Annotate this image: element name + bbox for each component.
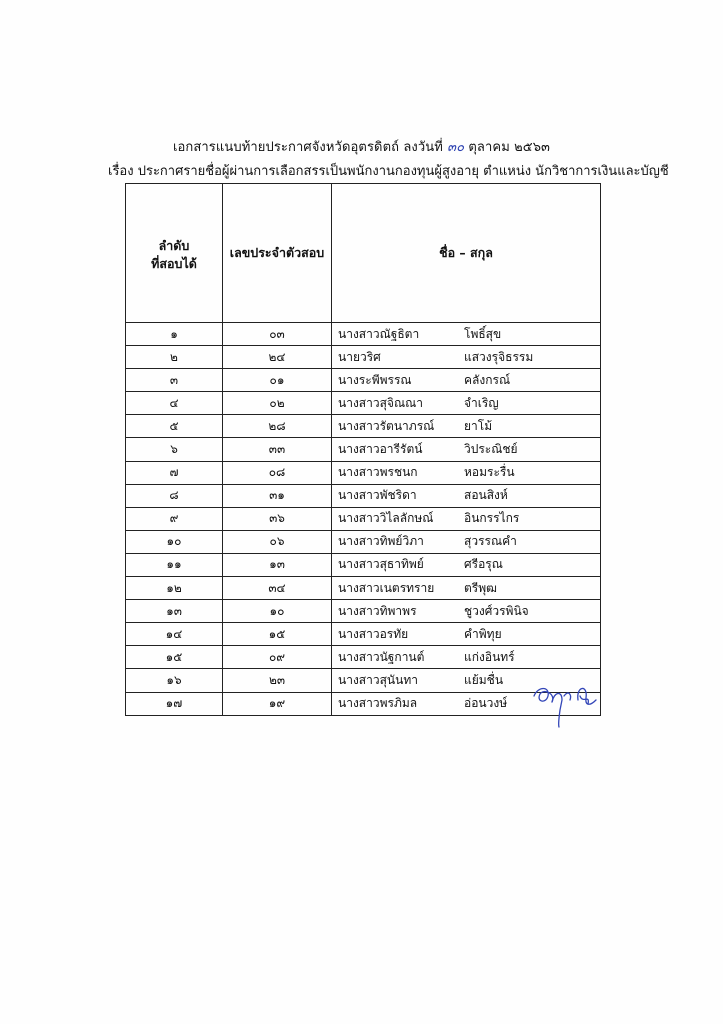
header-line1-prefix: เอกสารแนบท้ายประกาศจังหวัดอุตรดิตถ์ ลงวันที่ xyxy=(172,140,443,155)
name-wrap xyxy=(332,532,600,551)
name-cell xyxy=(332,623,601,646)
exam-id-cell: ๓๔ xyxy=(223,577,332,600)
name-cell xyxy=(332,392,601,415)
name-wrap xyxy=(332,463,600,482)
rank-cell: ๖ xyxy=(126,438,223,461)
rank-cell: ๑๐ xyxy=(126,530,223,553)
last-name: วิประณิชย์ xyxy=(464,442,518,457)
first-name: นางสาวพัชริดา xyxy=(338,488,417,503)
name-wrap xyxy=(332,579,600,598)
table-row xyxy=(126,346,601,369)
document-header-line1 xyxy=(0,136,723,157)
table-row xyxy=(126,530,601,553)
exam-id-cell: ๑๕ xyxy=(223,623,332,646)
table-row xyxy=(126,369,601,392)
name-wrap xyxy=(332,602,600,621)
exam-id-cell: ๓๑ xyxy=(223,484,332,507)
name-cell xyxy=(332,461,601,484)
col-rank-line1: ลำดับ xyxy=(158,238,190,253)
last-name: ยาโม้ xyxy=(464,418,493,433)
results-table xyxy=(125,183,601,716)
last-name: คลังกรณ์ xyxy=(464,372,511,387)
first-name: นางสาวทิพาพร xyxy=(338,603,417,618)
name-wrap xyxy=(332,348,600,367)
last-name: ตรีพุฒ xyxy=(464,580,497,595)
name-cell xyxy=(332,530,601,553)
handwritten-day: ๓๐ xyxy=(447,140,465,155)
name-wrap xyxy=(332,625,600,644)
table-header-row xyxy=(126,184,601,323)
exam-id-cell: ๑๙ xyxy=(223,692,332,715)
document-header-line2: เรื่อง ประกาศรายชื่อผู้ผ่านการเลือกสรรเป็นพนักงานกองทุนผู้สูงอายุ ตำแหน่ง นักวิชาการเงินและบัญชี xyxy=(108,164,669,179)
rank-cell: ๙ xyxy=(126,507,223,530)
name-wrap xyxy=(332,440,600,459)
rank-cell: ๔ xyxy=(126,392,223,415)
first-name: นางระพีพรรณ xyxy=(338,372,412,387)
exam-id-cell: ๓๖ xyxy=(223,507,332,530)
table-row xyxy=(126,438,601,461)
exam-id-cell: ๒๘ xyxy=(223,415,332,438)
name-cell xyxy=(332,646,601,669)
rank-cell: ๑๔ xyxy=(126,623,223,646)
table-row xyxy=(126,507,601,530)
name-cell xyxy=(332,553,601,576)
rank-cell: ๑๓ xyxy=(126,600,223,623)
signature-image xyxy=(528,680,600,728)
rank-cell: ๑๖ xyxy=(126,669,223,692)
col-name-header xyxy=(332,184,601,323)
name-cell xyxy=(332,415,601,438)
name-cell xyxy=(332,484,601,507)
rank-cell: ๗ xyxy=(126,461,223,484)
last-name: หอมระรื่น xyxy=(464,465,515,480)
last-name: สอนสิงห์ xyxy=(464,488,508,503)
name-cell xyxy=(332,369,601,392)
name-wrap xyxy=(332,417,600,436)
rank-cell: ๑๕ xyxy=(126,646,223,669)
first-name: นางสาวพรภิมล xyxy=(338,696,418,711)
table-row xyxy=(126,646,601,669)
table-row xyxy=(126,415,601,438)
table-row xyxy=(126,392,601,415)
name-cell xyxy=(332,577,601,600)
first-name: นางสาวสุจิณณา xyxy=(338,395,423,410)
first-name: นางสาวณัฐธิตา xyxy=(338,326,420,341)
table-row xyxy=(126,577,601,600)
first-name: นางสาวนัฐกานต์ xyxy=(338,649,425,664)
table-row xyxy=(126,461,601,484)
rank-cell: ๒ xyxy=(126,346,223,369)
exam-id-cell: ๐๑ xyxy=(223,369,332,392)
rank-cell: ๑ xyxy=(126,323,223,346)
last-name: โพธิ์สุข xyxy=(464,326,502,341)
col-rank-line2: ที่สอบได้ xyxy=(151,256,197,271)
name-wrap xyxy=(332,371,600,390)
rank-cell: ๑๑ xyxy=(126,553,223,576)
last-name: ชูวงศ์วรพินิจ xyxy=(464,603,529,618)
exam-id-cell: ๑๐ xyxy=(223,600,332,623)
exam-id-cell: ๓๓ xyxy=(223,438,332,461)
rank-cell: ๑๗ xyxy=(126,692,223,715)
first-name: นางสาวอารีรัตน์ xyxy=(338,442,423,457)
table-row xyxy=(126,623,601,646)
last-name: แก่งอินทร์ xyxy=(464,649,515,664)
name-wrap xyxy=(332,325,600,344)
first-name: นางสาวสุธาทิพย์ xyxy=(338,557,424,572)
table-row xyxy=(126,600,601,623)
first-name: นางสาวเนตรทราย xyxy=(338,580,435,595)
last-name: คำพิทุย xyxy=(464,626,502,641)
rank-cell: ๑๒ xyxy=(126,577,223,600)
rank-cell: ๘ xyxy=(126,484,223,507)
last-name: ศรีอรุณ xyxy=(464,557,503,572)
rank-cell: ๕ xyxy=(126,415,223,438)
name-wrap xyxy=(332,486,600,505)
exam-id-cell: ๐๙ xyxy=(223,646,332,669)
last-name: จำเริญ xyxy=(464,395,499,410)
table-row xyxy=(126,553,601,576)
first-name: นางสาววิไลลักษณ์ xyxy=(338,511,434,526)
exam-id-cell: ๑๓ xyxy=(223,553,332,576)
exam-id-cell: ๐๒ xyxy=(223,392,332,415)
first-name: นางสาวอรทัย xyxy=(338,626,409,641)
header-line1-suffix: ตุลาคม ๒๕๖๓ xyxy=(468,140,551,155)
col-name-title: ชื่อ – สกุล xyxy=(439,245,493,260)
table-row xyxy=(126,484,601,507)
name-cell xyxy=(332,507,601,530)
last-name: สุวรรณคำ xyxy=(464,534,517,549)
first-name: นางสาวสุนันทา xyxy=(338,672,418,687)
name-cell xyxy=(332,438,601,461)
name-cell xyxy=(332,323,601,346)
col-rank-header xyxy=(126,184,223,323)
first-name: นายวริศ xyxy=(338,349,381,364)
exam-id-cell: ๒๓ xyxy=(223,669,332,692)
name-wrap xyxy=(332,394,600,413)
last-name: แสวงรุจิธรรม xyxy=(464,349,534,364)
exam-id-cell: ๐๘ xyxy=(223,461,332,484)
exam-id-cell: ๐๖ xyxy=(223,530,332,553)
rank-cell: ๓ xyxy=(126,369,223,392)
table-row xyxy=(126,323,601,346)
name-cell xyxy=(332,600,601,623)
table-body xyxy=(126,323,601,716)
last-name: อ่อนวงษ์ xyxy=(464,696,508,711)
exam-id-cell: ๒๔ xyxy=(223,346,332,369)
last-name: แย้มชื่น xyxy=(464,672,504,687)
first-name: นางสาวทิพย์วิภา xyxy=(338,534,424,549)
col-exam-id-header: เลขประจำตัวสอบ xyxy=(223,184,332,323)
name-cell xyxy=(332,346,601,369)
last-name: อินกรรไกร xyxy=(464,511,520,526)
first-name: นางสาวพรชนก xyxy=(338,465,418,480)
first-name: นางสาวรัตนาภรณ์ xyxy=(338,418,435,433)
name-wrap xyxy=(332,648,600,667)
name-wrap xyxy=(332,509,600,528)
name-wrap xyxy=(332,555,600,574)
exam-id-cell: ๐๓ xyxy=(223,323,332,346)
